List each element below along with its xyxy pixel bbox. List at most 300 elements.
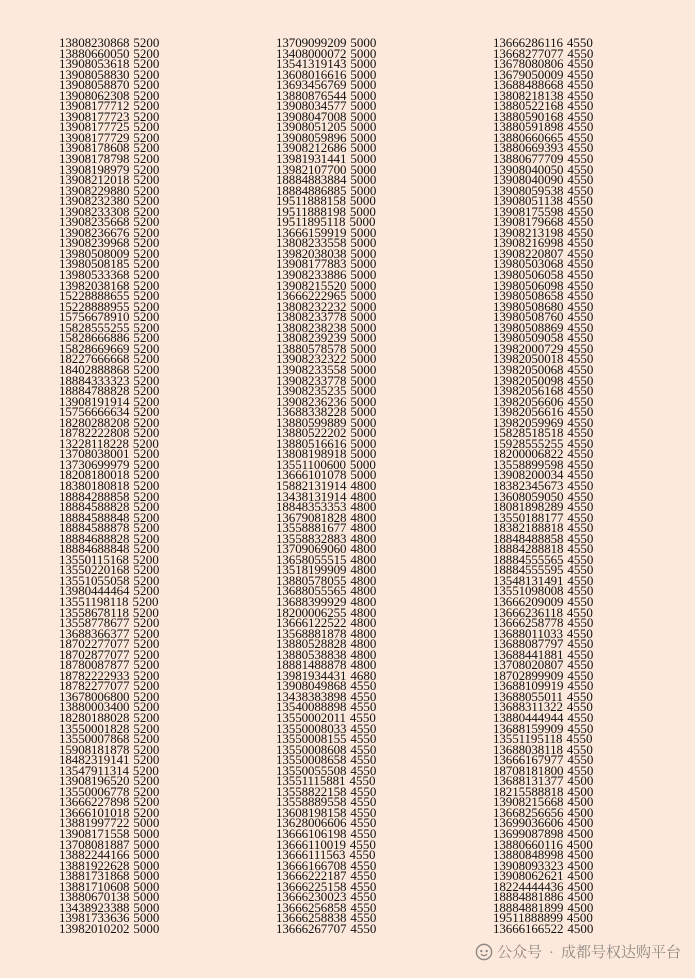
phone-number: 13550008033	[276, 720, 347, 736]
price: 4550	[567, 667, 594, 683]
phone-number: 13908200034	[493, 467, 564, 483]
price: 5000	[133, 878, 160, 894]
phone-number: 18884883884	[276, 172, 347, 188]
phone-number: 13688131377	[493, 773, 564, 789]
price: 4550	[567, 172, 594, 188]
phone-number: 13908058870	[59, 77, 130, 93]
phone-number: 13982056168	[493, 383, 564, 399]
phone-number: 13709069060	[276, 541, 347, 557]
price: 4800	[350, 530, 377, 546]
phone-number: 13908177712	[59, 98, 130, 114]
phone-number: 19511895118	[276, 214, 346, 230]
phone-number: 13982050068	[493, 361, 564, 377]
price: 5200	[133, 752, 160, 768]
price: 5200	[133, 562, 160, 578]
price: 4550	[567, 340, 594, 356]
price: 4550	[567, 678, 594, 694]
price: 4550	[567, 319, 594, 335]
price: 5200	[133, 108, 160, 124]
price: 5000	[350, 224, 377, 240]
price: 5000	[350, 277, 377, 293]
price: 4800	[350, 625, 377, 641]
phone-number: 13880522168	[493, 98, 564, 114]
price: 5000	[350, 108, 377, 124]
price: 5200	[133, 372, 160, 388]
phone-number: 18884333323	[59, 372, 130, 388]
phone-number: 13550188177	[493, 509, 564, 525]
price: 5000	[349, 193, 376, 209]
price: 4550	[350, 678, 377, 694]
price: 4550	[567, 277, 594, 293]
price: 5200	[133, 383, 160, 399]
price: 5000	[349, 203, 376, 219]
price: 4550	[567, 499, 594, 515]
phone-number: 13550055508	[276, 762, 347, 778]
price: 5200	[133, 267, 160, 283]
price: 4550	[566, 193, 593, 209]
phone-number: 13666225158	[276, 878, 347, 894]
phone-number: 15828555255	[59, 319, 130, 335]
phone-number: 13666256858	[276, 899, 347, 915]
phone-number: 13551195118	[493, 731, 563, 747]
phone-number: 18702899909	[493, 667, 564, 683]
price: 4550	[567, 235, 594, 251]
watermark-platform: 公众号	[496, 944, 542, 961]
price: 4550	[567, 66, 594, 82]
price: 5200	[133, 404, 160, 420]
number-entry	[276, 920, 377, 936]
phone-number: 13880522202	[276, 425, 347, 441]
price: 5200	[133, 731, 160, 747]
phone-number: 18884588848	[59, 509, 130, 525]
price: 5000	[350, 372, 377, 388]
phone-number: 13908040050	[493, 161, 564, 177]
phone-number: 15228888955	[59, 298, 130, 314]
phone-number: 13688109919	[493, 678, 564, 694]
price: 4550	[567, 636, 594, 652]
phone-number: 13982050098	[493, 372, 564, 388]
phone-number: 13699036606	[493, 815, 564, 831]
price: 4550	[567, 509, 594, 525]
price: 4550	[567, 720, 594, 736]
price: 4550	[350, 794, 377, 810]
phone-number: 13688038118	[493, 741, 563, 757]
price: 4800	[350, 477, 377, 493]
price: 4550	[350, 899, 377, 915]
phone-number: 18848488858	[493, 530, 564, 546]
price: 4500	[567, 804, 594, 820]
phone-number: 13550008658	[276, 752, 347, 768]
price: 5200	[133, 151, 160, 167]
price: 4500	[567, 920, 594, 936]
phone-number: 13658055515	[276, 551, 347, 567]
price: 5200	[133, 804, 160, 820]
phone-number: 13551115881	[276, 773, 346, 789]
price: 5200	[133, 583, 160, 599]
price: 4550	[567, 372, 594, 388]
price: 4550	[350, 868, 377, 884]
phone-number: 13980533368	[59, 267, 130, 283]
phone-number: 15928555255	[493, 435, 564, 451]
price: 4550	[567, 77, 594, 93]
phone-number: 13540088898	[276, 699, 347, 715]
price: 4550	[567, 435, 594, 451]
phone-number: 13666222187	[276, 868, 347, 884]
price: 4550	[566, 699, 593, 715]
phone-number: 18708181800	[493, 762, 564, 778]
phone-number: 13908177729	[59, 129, 130, 145]
phone-number: 13880876544	[276, 87, 347, 103]
phone-number: 13908179668	[493, 214, 564, 230]
price: 5200	[133, 425, 160, 441]
phone-number: 13980508658	[493, 288, 564, 304]
price: 5000	[350, 446, 377, 462]
price: 5200	[133, 140, 160, 156]
phone-number: 13708038001	[59, 446, 130, 462]
price: 4500	[567, 889, 594, 905]
price: 4550	[567, 361, 594, 377]
phone-number: 13980508760	[493, 309, 564, 325]
phone-number: 13980506098	[493, 277, 564, 293]
price: 5200	[133, 245, 160, 261]
price: 4550	[567, 309, 594, 325]
price: 4550	[567, 657, 594, 673]
price: 4550	[350, 741, 377, 757]
phone-number: 13568881878	[276, 625, 347, 641]
phone-number: 13880538838	[276, 646, 347, 662]
phone-number: 13908178608	[59, 140, 130, 156]
price: 5000	[350, 235, 377, 251]
price: 4550	[350, 688, 377, 704]
price: 5200	[133, 636, 160, 652]
phone-number: 18224444436	[493, 878, 564, 894]
price: 4550	[567, 182, 594, 198]
price: 4550	[567, 646, 594, 662]
phone-number: 13666106198	[276, 826, 347, 842]
number-list-column-1	[59, 35, 160, 936]
phone-number: 13708020807	[493, 657, 564, 673]
price: 5000	[350, 467, 377, 483]
price: 5000	[350, 35, 377, 50]
phone-number: 13880591898	[493, 119, 564, 135]
price: 4550	[350, 878, 377, 894]
price: 5000	[350, 119, 377, 135]
phone-number: 13438923388	[59, 899, 130, 915]
price: 5200	[133, 678, 160, 694]
phone-number: 18782277077	[59, 678, 130, 694]
price: 5000	[350, 309, 377, 325]
price: 4550	[567, 151, 594, 167]
phone-number: 13982010202	[59, 920, 130, 936]
phone-number: 13550006778	[59, 783, 130, 799]
phone-number: 13982000729	[493, 340, 564, 356]
price: 4550	[567, 267, 594, 283]
phone-number: 13908232380	[59, 193, 130, 209]
price: 4550	[567, 108, 594, 124]
price: 5200	[133, 182, 160, 198]
price: 5200	[132, 435, 159, 451]
price: 5200	[133, 330, 160, 346]
phone-number: 13808198918	[276, 446, 347, 462]
price: 4550	[349, 773, 376, 789]
price: 4550	[567, 288, 594, 304]
price: 4800	[350, 636, 377, 652]
phone-number: 13558881677	[276, 520, 347, 536]
phone-number: 18884881899	[493, 899, 564, 915]
phone-number: 13908229880	[59, 182, 130, 198]
phone-number: 18200006255	[276, 604, 347, 620]
price: 4550	[567, 256, 594, 272]
phone-number: 13908191914	[59, 393, 130, 409]
price: 5000	[350, 267, 377, 283]
price: 5000	[133, 847, 160, 863]
price: 4550	[567, 330, 594, 346]
phone-number: 13666258838	[276, 910, 347, 926]
phone-number: 19511888158	[276, 193, 346, 209]
price: 5000	[350, 425, 377, 441]
phone-number: 15828669669	[59, 340, 130, 356]
price: 4550	[567, 541, 594, 557]
price: 4550	[567, 593, 594, 609]
phone-number: 13547911314	[59, 762, 129, 778]
phone-number: 13730699979	[59, 456, 130, 472]
price: 4550	[350, 731, 377, 747]
price: 5200	[133, 161, 160, 177]
phone-number: 13693456769	[276, 77, 347, 93]
phone-number: 13666166708	[276, 857, 347, 873]
phone-number: 13908040090	[493, 172, 564, 188]
phone-number: 13880528828	[276, 636, 347, 652]
price: 4550	[567, 383, 594, 399]
phone-number: 19511888198	[276, 203, 346, 219]
phone-number: 13666166522	[493, 920, 564, 936]
phone-number: 13908215520	[276, 277, 347, 293]
phone-number: 13668277077	[493, 45, 564, 61]
price: 4550	[567, 414, 594, 430]
price: 5000	[350, 172, 377, 188]
price: 5000	[350, 98, 377, 114]
phone-number: 13808230868	[59, 35, 130, 50]
price: 4800	[350, 488, 377, 504]
phone-number: 13908178798	[59, 151, 130, 167]
wechat-watermark	[475, 941, 681, 962]
price: 4550	[567, 446, 594, 462]
price: 5200	[133, 361, 160, 377]
price: 5000	[350, 383, 377, 399]
phone-number: 13558899598	[493, 456, 564, 472]
phone-number: 13908232322	[276, 351, 347, 367]
phone-number: 13608016616	[276, 66, 347, 82]
price: 5200	[132, 593, 159, 609]
phone-number: 13678006800	[59, 688, 130, 704]
phone-number: 13808232232	[276, 298, 347, 314]
phone-number: 13908196520	[59, 773, 130, 789]
phone-number: 13679081828	[276, 509, 347, 525]
price: 5200	[132, 762, 159, 778]
price: 5200	[133, 530, 160, 546]
price: 4550	[567, 488, 594, 504]
price: 5200	[133, 572, 160, 588]
phone-number: 13688488668	[493, 77, 564, 93]
price: 4550	[567, 214, 594, 230]
phone-number: 15228888655	[59, 288, 130, 304]
price: 5200	[133, 499, 160, 515]
phone-number: 13908233886	[276, 267, 347, 283]
phone-number: 13808239239	[276, 330, 347, 346]
phone-number: 13880590168	[493, 108, 564, 124]
phone-number: 13550115168	[59, 551, 129, 567]
price: 4550	[567, 562, 594, 578]
price: 4800	[350, 562, 377, 578]
phone-number: 13981931441	[276, 151, 347, 167]
phone-number: 13666122522	[276, 615, 347, 631]
phone-number: 15756666634	[59, 404, 130, 420]
price: 5200	[133, 477, 160, 493]
price: 4550	[567, 298, 594, 314]
phone-number: 13908049868	[276, 678, 347, 694]
price: 5200	[133, 298, 160, 314]
phone-number: 18482319141	[59, 752, 130, 768]
phone-number: 13666258778	[493, 615, 564, 631]
phone-number: 13808218138	[493, 87, 564, 103]
price: 4550	[566, 625, 593, 641]
phone-number: 13550001828	[59, 720, 130, 736]
price: 5200	[133, 783, 160, 799]
price: 5200	[133, 541, 160, 557]
price: 4550	[350, 857, 377, 873]
price: 4800	[350, 604, 377, 620]
price: 5200	[133, 98, 160, 114]
phone-number: 18702877077	[59, 646, 130, 662]
price: 5000	[350, 393, 377, 409]
phone-number: 13980508680	[493, 298, 564, 314]
phone-number: 13551100600	[276, 456, 346, 472]
price: 4500	[567, 878, 594, 894]
price: 5200	[133, 699, 160, 715]
wechat-official-account-icon	[475, 943, 493, 961]
phone-number: 13709099209	[276, 35, 347, 50]
price: 5000	[133, 857, 160, 873]
price: 4500	[567, 815, 594, 831]
price: 5000	[350, 140, 377, 156]
phone-number: 13551098008	[493, 583, 564, 599]
phone-number: 13688159909	[493, 720, 564, 736]
phone-number: 13808233558	[276, 235, 347, 251]
price: 5200	[133, 214, 160, 230]
price: 4800	[350, 615, 377, 631]
phone-number: 13982038038	[276, 245, 347, 261]
price: 4550	[350, 762, 377, 778]
price: 5000	[133, 868, 160, 884]
price: 4550	[349, 710, 376, 725]
phone-number: 13666286116	[493, 35, 563, 50]
price: 5200	[132, 551, 159, 567]
price: 5200	[133, 203, 160, 219]
price: 5200	[133, 646, 160, 662]
price: 4800	[350, 646, 377, 662]
price: 5200	[132, 604, 159, 620]
price: 5200	[133, 56, 160, 72]
price: 4550	[567, 762, 594, 778]
phone-number: 13548131491	[493, 572, 564, 588]
phone-number: 18884588828	[59, 499, 130, 515]
phone-number: 13908059538	[493, 182, 564, 198]
phone-number: 13688338228	[276, 404, 347, 420]
price: 4550	[350, 889, 377, 905]
price: 4550	[566, 604, 593, 620]
price: 4800	[350, 583, 377, 599]
phone-number: 13980508009	[59, 245, 130, 261]
price: 4550	[566, 688, 593, 704]
phone-number: 13678080806	[493, 56, 564, 72]
number-list-column-3	[493, 35, 594, 936]
price: 5000	[350, 330, 377, 346]
price: 5200	[133, 172, 160, 188]
phone-number: 18884788828	[59, 383, 130, 399]
price: 4550	[567, 45, 594, 61]
phone-number: 13981733636	[59, 910, 130, 926]
phone-number: 13908239968	[59, 235, 130, 251]
price: 5200	[133, 467, 160, 483]
price: 4550	[567, 161, 594, 177]
phone-number: 13518199909	[276, 562, 347, 578]
phone-number: 13666209009	[493, 593, 564, 609]
price: 4500	[567, 857, 594, 873]
price: 5000	[350, 414, 377, 430]
price: 5000	[350, 288, 377, 304]
price: 4550	[567, 456, 594, 472]
price: 5200	[133, 414, 160, 430]
phone-number: 13880677709	[493, 151, 564, 167]
phone-number: 13688366377	[59, 625, 130, 641]
price: 5000	[350, 45, 377, 61]
price: 4800	[350, 509, 377, 525]
price: 4550	[567, 119, 594, 135]
phone-number: 13980444464	[59, 583, 130, 599]
price: 4500	[566, 836, 593, 852]
price: 5200	[133, 87, 160, 103]
phone-number: 13558822158	[276, 783, 347, 799]
phone-number: 13882244166	[59, 847, 130, 863]
price: 4550	[350, 752, 377, 768]
price: 5000	[133, 836, 160, 852]
phone-number: 13608059050	[493, 488, 564, 504]
phone-number: 13551198118	[59, 593, 129, 609]
price: 5000	[350, 351, 377, 367]
price: 5200	[133, 720, 160, 736]
phone-number: 13228118228	[59, 435, 129, 451]
phone-number: 18402888868	[59, 361, 130, 377]
price: 4550	[567, 140, 594, 156]
price: 4550	[567, 203, 594, 219]
phone-number: 18884688848	[59, 541, 130, 557]
price: 5200	[133, 288, 160, 304]
phone-number: 13880660116	[493, 836, 563, 852]
phone-number: 13982038168	[59, 277, 130, 293]
phone-number: 13908047008	[276, 108, 347, 124]
phone-number: 13808233778	[276, 309, 347, 325]
phone-number: 13688441881	[493, 646, 564, 662]
phone-number: 13881997722	[59, 815, 130, 831]
price: 4550	[566, 741, 593, 757]
price: 5000	[349, 456, 376, 472]
price: 4500	[567, 899, 594, 915]
price: 5000	[350, 256, 377, 272]
price: 5200	[133, 45, 160, 61]
phone-number: 18782222933	[59, 667, 130, 683]
price: 5200	[133, 667, 160, 683]
price: 4500	[567, 847, 594, 863]
